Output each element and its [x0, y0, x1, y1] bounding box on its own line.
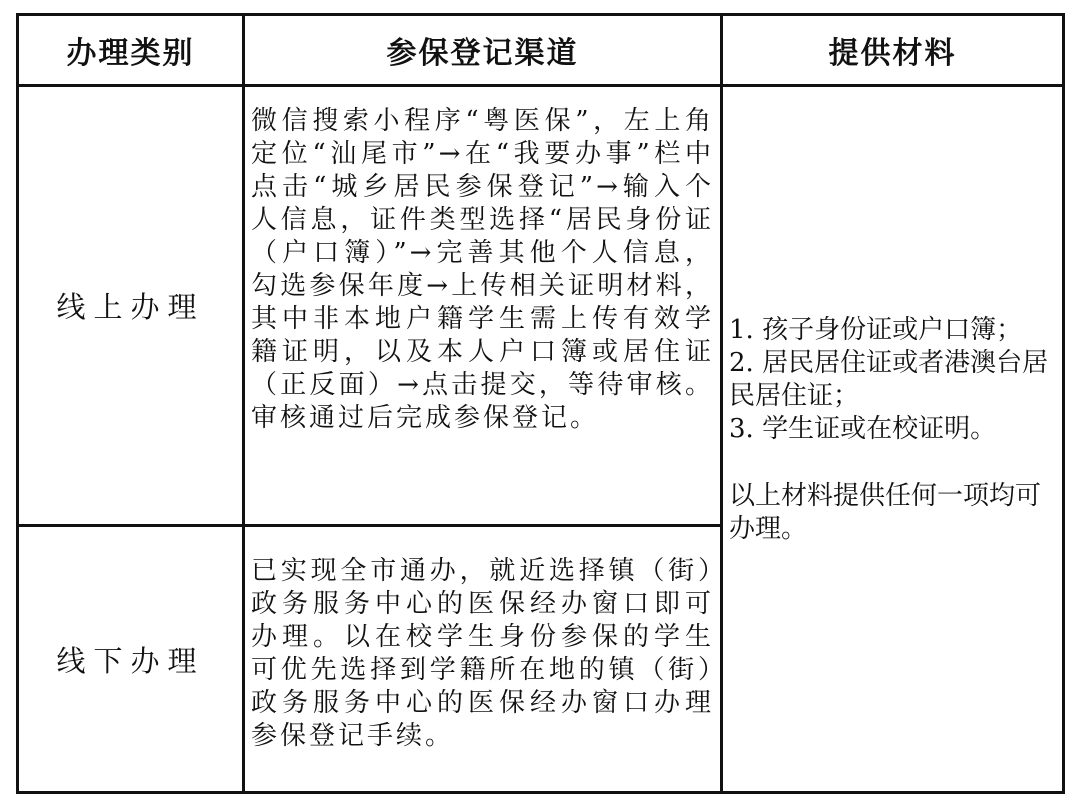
materials-note: 以上材料提供任何一项均可办理。	[729, 481, 1042, 544]
table-row-online	[18, 86, 1064, 526]
material-item-2: 2. 居民居住证或者港澳台居民居住证；	[729, 348, 1049, 411]
header-materials: 提供材料	[722, 15, 1064, 86]
material-item-3: 3. 学生证或在校证明。	[729, 414, 997, 444]
channel-online: 微信搜索小程序“粤医保”，左上角定位“汕尾市”→在“我要办事”栏中点击“城乡居民参保登记”→输入个人信息，证件类型选择“居民身份证（户口簿）”→完善其他个人信息，勾选参保年度→上传相关证明材料，其中非本地户籍学生需上传有效学籍证明，以及本人户口簿或居住证（正反面）→点击提交，等待审核。审核通过后完成参保登记。	[244, 86, 722, 526]
header-channel: 参保登记渠道	[244, 15, 722, 86]
materials-cell	[722, 86, 1064, 793]
material-item-1: 1. 孩子身份证或户口簿；	[729, 315, 1023, 345]
header-row	[18, 15, 1064, 86]
category-online: 线上办理	[18, 86, 244, 526]
channel-offline: 已实现全市通办，就近选择镇（街）政务服务中心的医保经办窗口即可办理。以在校学生身份参保的学生可优先选择到学籍所在地的镇（街）政务服务中心的医保经办窗口办理参保登记手续。	[244, 526, 722, 793]
header-category: 办理类别	[18, 15, 244, 86]
category-offline: 线下办理	[18, 526, 244, 793]
registration-table	[16, 13, 1065, 794]
